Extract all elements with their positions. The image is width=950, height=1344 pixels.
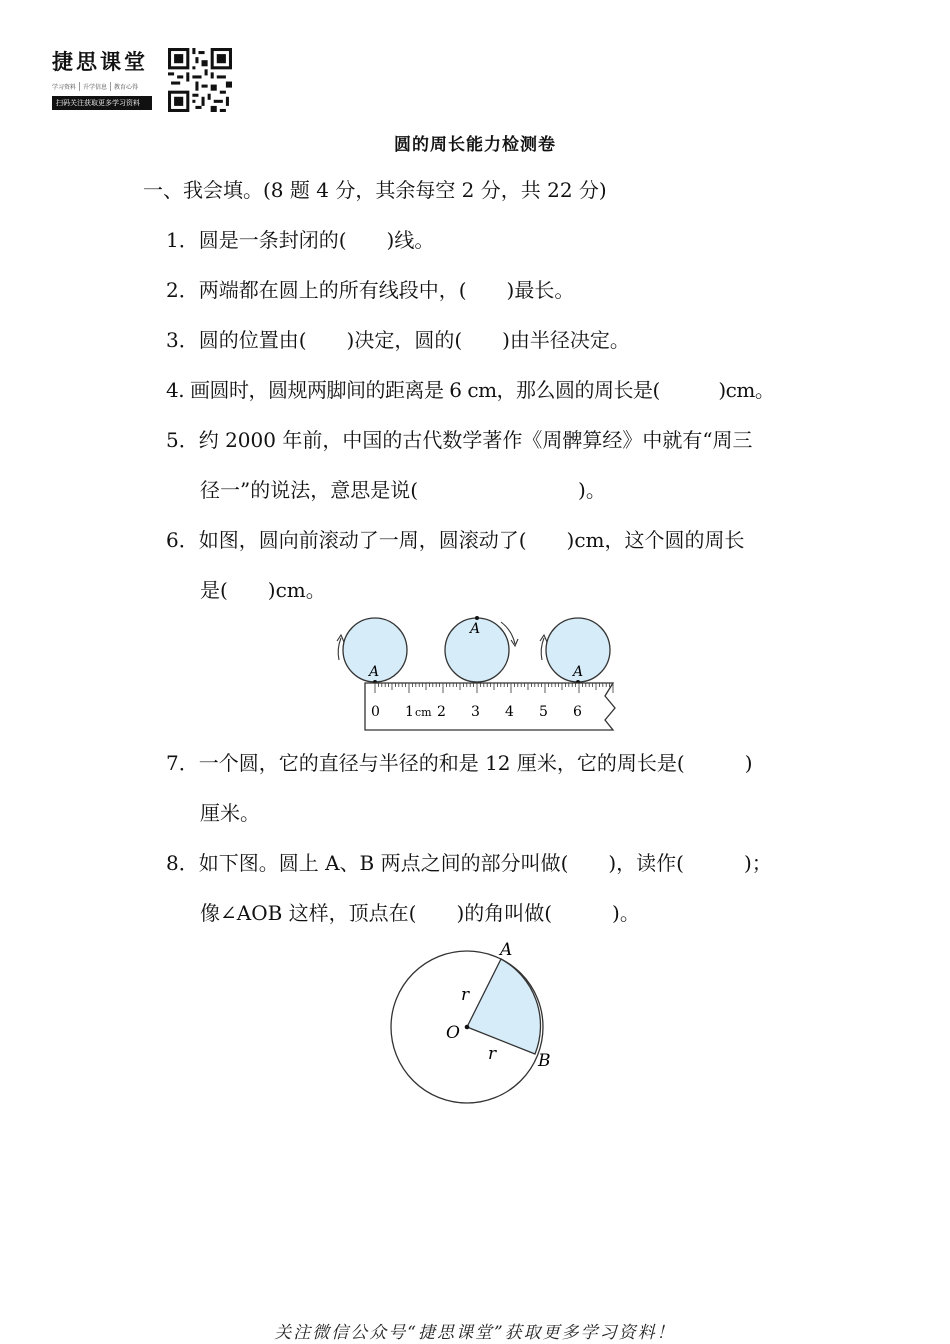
question-5-line2: 径一”的说法，意思是说( )。 <box>200 478 606 502</box>
brand-tag: 升学信息 <box>79 82 107 91</box>
ruler-label: 2 <box>437 704 446 720</box>
brand-logo <box>52 46 160 110</box>
page-title: 圆的周长能力检测卷 <box>394 135 556 155</box>
rotation-arrow-icon <box>541 638 544 660</box>
circle-sector-figure <box>380 935 570 1110</box>
label-b: B <box>538 1051 551 1071</box>
qr-code-icon <box>168 48 232 112</box>
label-o: O <box>446 1023 460 1043</box>
question-3: 3．圆的位置由( )决定，圆的( )由半径决定。 <box>166 328 630 352</box>
question-8-line2: 像∠AOB 这样，顶点在( )的角叫做( )。 <box>200 901 640 925</box>
ruler-label: 1 <box>405 704 414 720</box>
brand-bar: 扫码关注获取更多学习资料 <box>52 96 152 110</box>
brand-tag: 教育心得 <box>110 82 138 91</box>
label-a-end: A <box>573 664 584 680</box>
question-4: 4. 画圆时，圆规两脚间的距离是 6 cm，那么圆的周长是( )cm。 <box>166 378 775 402</box>
label-a: A <box>500 940 513 960</box>
footer-note: 关注微信公众号“捷思课堂”获取更多学习资料！ <box>274 1323 676 1343</box>
question-6-line1: 6．如图，圆向前滚动了一周，圆滚动了( )cm，这个圆的周长 <box>166 528 745 552</box>
label-r-lower: r <box>488 1044 497 1064</box>
ruler-label: 5 <box>539 704 548 720</box>
brand-tag: 学习资料 <box>52 84 77 91</box>
question-8-line1: 8．如下图。圆上 A、B 两点之间的部分叫做( )，读作( )； <box>166 851 772 875</box>
rolling-circle-figure <box>325 608 625 738</box>
label-a-start: A <box>369 664 380 680</box>
question-7-line1: 7．一个圆，它的直径与半径的和是 12 厘米，它的周长是( ) <box>166 751 753 775</box>
question-1: 1．圆是一条封闭的( )线。 <box>166 228 435 252</box>
ruler-label: 3 <box>471 704 480 720</box>
ruler-label: 6 <box>573 704 582 720</box>
question-5-line1: 5．约 2000 年前，中国的古代数学著作《周髀算经》中就有“周三 <box>166 428 753 452</box>
question-7-line2: 厘米。 <box>200 801 260 825</box>
question-6-line2: 是( )cm。 <box>200 578 326 602</box>
question-2: 2．两端都在圆上的所有线段中，( )最长。 <box>166 278 575 302</box>
brand-title: 捷思课堂 <box>52 49 148 74</box>
center-point <box>465 1025 470 1030</box>
label-r-upper: r <box>461 985 470 1005</box>
point-a-middle <box>475 616 479 620</box>
rotation-arrow-icon <box>338 638 341 660</box>
ruler-unit: cm <box>415 706 432 719</box>
ruler-label: 0 <box>371 704 380 720</box>
label-a-middle: A <box>470 621 481 637</box>
section-heading: 一、我会填。(8 题 4 分，其余每空 2 分，共 22 分) <box>143 178 607 202</box>
brand-tags <box>52 82 160 91</box>
ruler-label: 4 <box>505 704 514 720</box>
